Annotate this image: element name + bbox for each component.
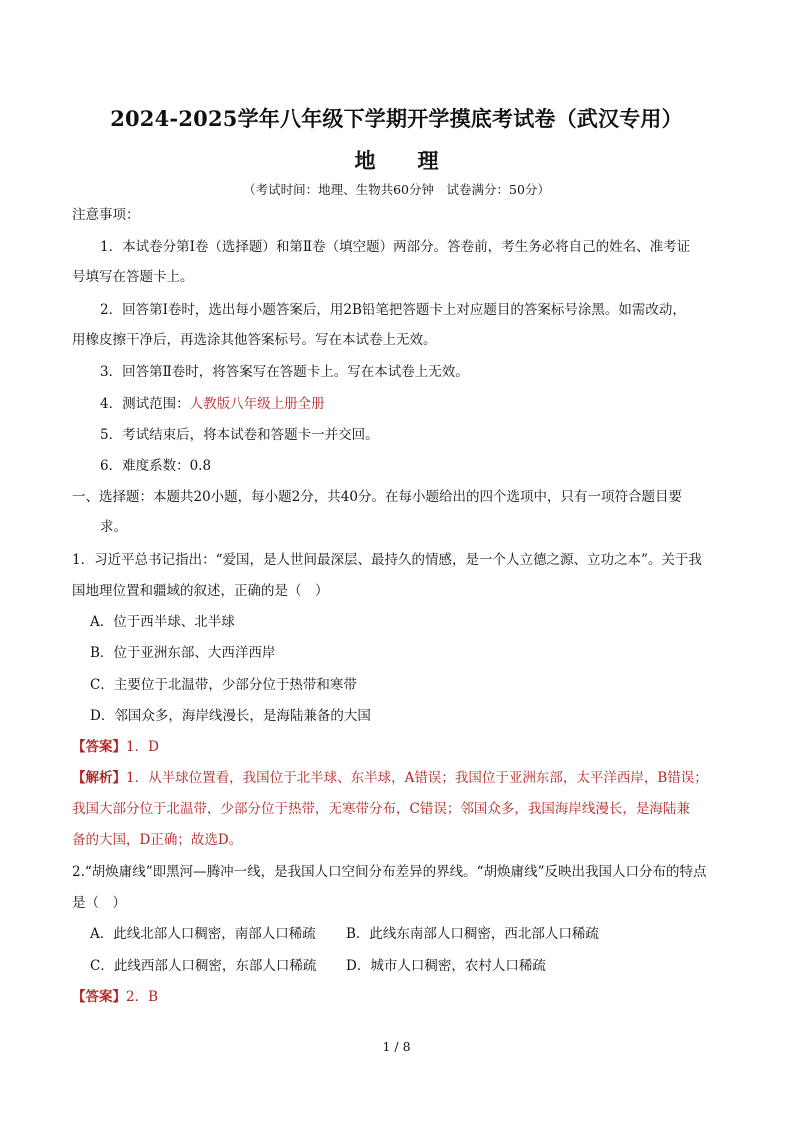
q1-analysis-line-1	[72, 769, 708, 787]
q1-analysis-line-2: 我国大部分位于北温带，少部分位于热带，无寒带分布，C错误；邻国众多，我国海岸线漫长，是海陆兼	[72, 801, 690, 817]
notice-item-4	[100, 395, 325, 413]
q1-answer-value: 1．D	[126, 739, 159, 755]
answer-label: 【答案】	[72, 739, 126, 755]
q1-analysis-text-1: 1．从半球位置看，我国位于北半球、东半球，A错误；我国位于亚洲东部，太平洋西岸，B错误；	[126, 770, 708, 786]
notice-item-2-line-1: 2．回答第Ⅰ卷时，选出每小题答案后，用2B铅笔把答题卡上对应题目的答案标号涂黑。如需改动，	[100, 302, 686, 318]
q2-option-a: A．此线北部人口稠密，南部人口稀疏	[90, 926, 316, 942]
notice-heading: 注意事项：	[72, 207, 140, 223]
test-scope: 人教版八年级上册全册	[189, 396, 325, 412]
q2-option-b: B．此线东南部人口稠密，西北部人口稀疏	[346, 926, 599, 942]
q1-analysis-line-3: 备的大国，D正确；故选D。	[72, 832, 243, 848]
analysis-label: 【解析】	[72, 770, 126, 786]
notice-item-6: 6．难度系数：0.8	[100, 458, 212, 474]
notice-item-4-prefix: 4．测试范围：	[100, 396, 190, 412]
subject-char-2: 理	[417, 148, 439, 173]
exam-title: 2024-2025学年八年级下学期开学摸底考试卷（武汉专用）	[110, 106, 683, 131]
q1-option-d: D．邻国众多，海岸线漫长，是海陆兼备的大国	[90, 708, 371, 724]
subject-char-1: 地	[354, 148, 376, 173]
q1-answer	[72, 738, 159, 756]
q1-option-a: A．位于西半球、北半球	[90, 614, 235, 630]
q2-stem-line-2: 是（ ）	[72, 895, 126, 911]
q1-option-c: C．主要位于北温带，少部分位于热带和寒带	[90, 677, 357, 693]
notice-item-1-line-1: 1．本试卷分第Ⅰ卷（选择题）和第Ⅱ卷（填空题）两部分。答卷前，考生务必将自己的姓名、准考证	[100, 239, 691, 255]
exam-info: （考试时间：地理、生物共60分钟 试卷满分：50分）	[243, 182, 550, 197]
page-number: 1 / 8	[382, 1039, 411, 1054]
q1-option-b: B．位于亚洲东部、大西洋西岸	[90, 645, 276, 661]
q2-answer	[72, 988, 158, 1006]
q2-option-c: C．此线西部人口稠密，东部人口稀疏	[90, 958, 317, 974]
q2-stem-line-1: 2.“胡焕庸线”即黑河—腾冲一线，是我国人口空间分布差异的界线。“胡焕庸线”反映出我国人口分布的特点	[72, 864, 707, 880]
q2-answer-value: 2．B	[126, 989, 159, 1005]
notice-item-2-line-2: 用橡皮擦干净后，再选涂其他答案标号。写在本试卷上无效。	[72, 332, 437, 348]
notice-item-3: 3．回答第Ⅱ卷时，将答案写在答题卡上。写在本试卷上无效。	[100, 364, 469, 380]
answer-label: 【答案】	[72, 989, 126, 1005]
q2-option-d: D．城市人口稠密，农村人口稀疏	[346, 958, 546, 974]
subject-title	[0, 145, 793, 175]
section-heading-line-1: 一、选择题：本题共20小题，每小题2分，共40分。在每小题给出的四个选项中，只有一项符合题目要	[72, 489, 682, 505]
notice-item-5: 5．考试结束后，将本试卷和答题卡一并交回。	[100, 427, 379, 443]
q1-stem-line-2: 国地理位置和疆域的叙述，正确的是（ ）	[72, 583, 329, 599]
q1-stem-line-1: 1．习近平总书记指出：“爱国，是人世间最深层、最持久的情感，是一个人立德之源、立功之本”。关于我	[72, 552, 702, 568]
notice-item-1-line-2: 号填写在答题卡上。	[72, 269, 194, 285]
section-heading-line-2: 求。	[100, 519, 127, 535]
